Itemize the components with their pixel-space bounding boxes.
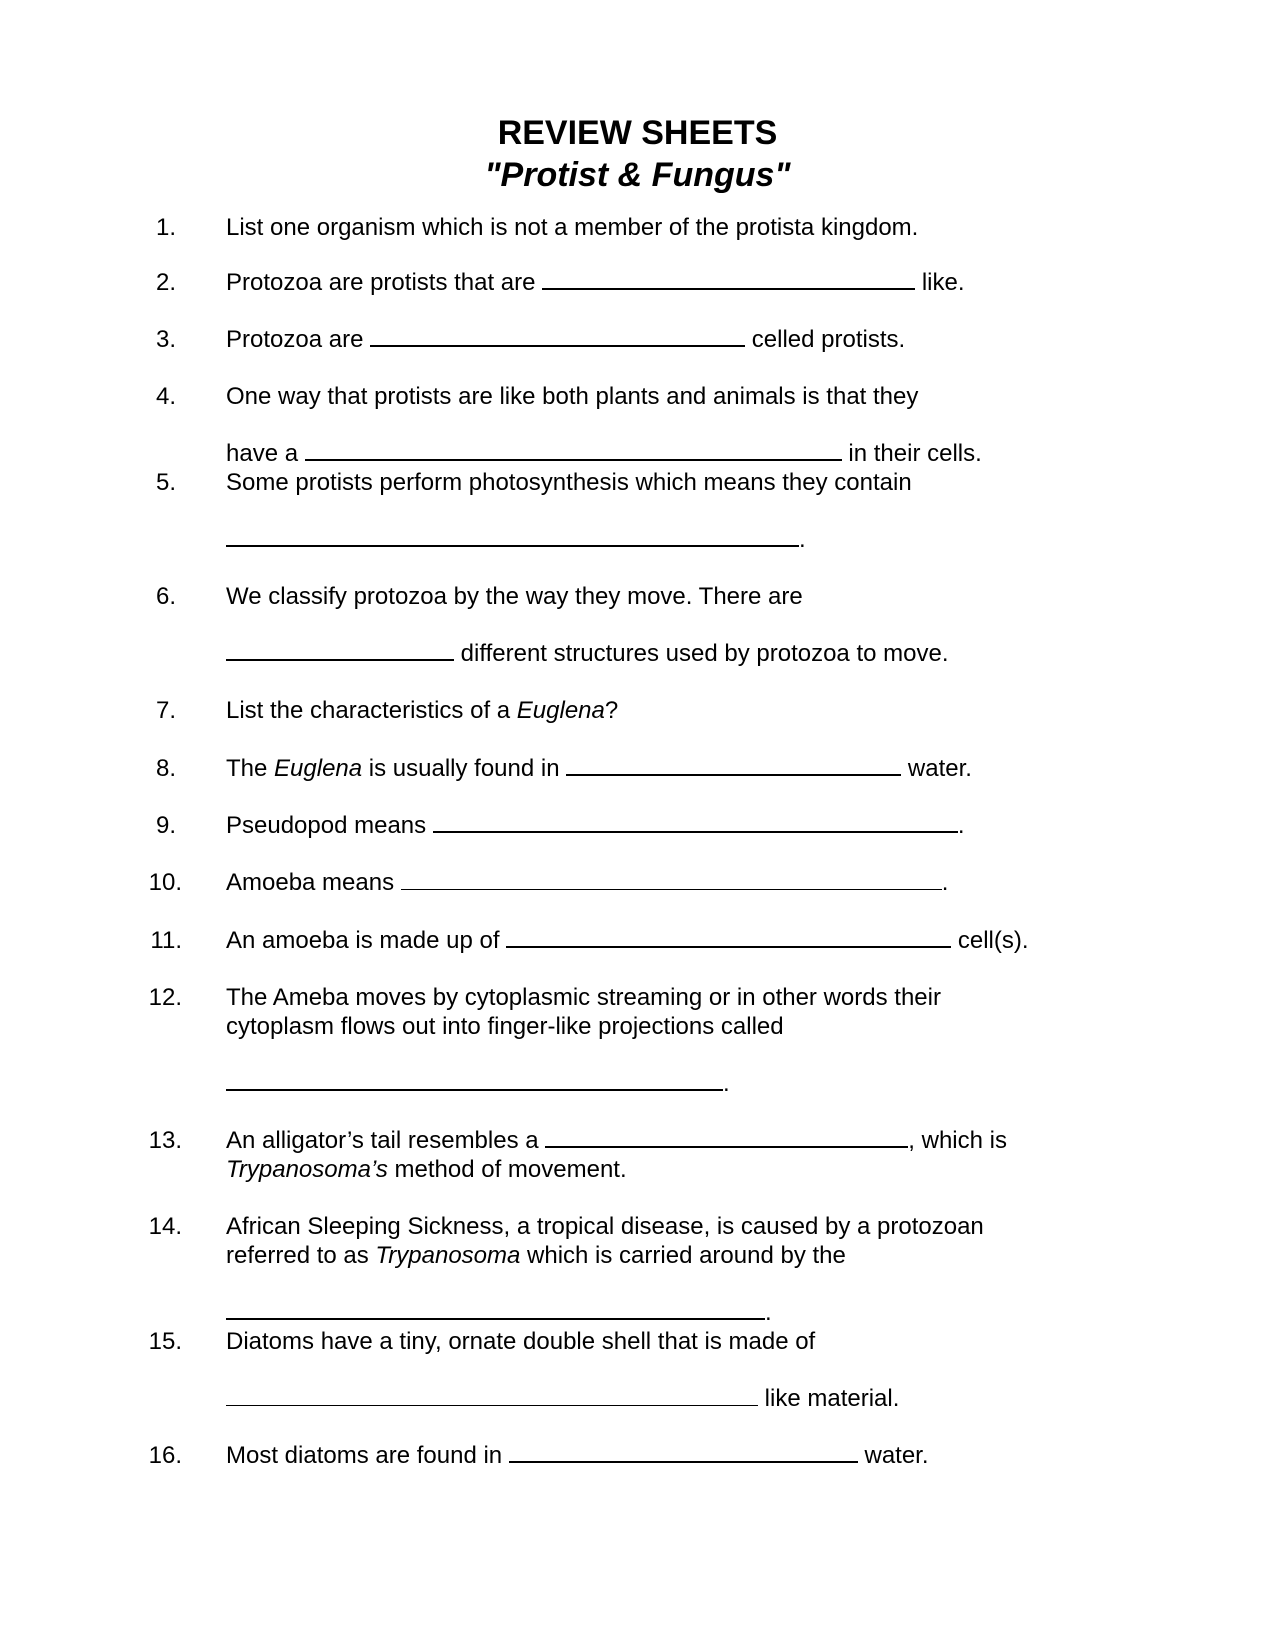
question-text: Protozoa are celled protists. — [226, 326, 906, 353]
question-text: Most diatoms are found in water. — [226, 1442, 929, 1469]
question-number: 13. — [148, 1127, 182, 1154]
question-text: Some protists perform photosynthesis which means they contain — [226, 469, 912, 496]
answer-blank[interactable] — [226, 641, 454, 661]
answer-blank[interactable] — [542, 270, 915, 290]
answer-blank[interactable] — [305, 441, 842, 461]
question-number: 15. — [148, 1328, 182, 1355]
answer-blank[interactable] — [226, 1300, 765, 1320]
answer-blank[interactable] — [506, 928, 951, 948]
answer-blank[interactable] — [226, 1071, 723, 1091]
answer-blank[interactable] — [509, 1443, 858, 1463]
answer-blank[interactable] — [370, 327, 745, 347]
question-text: An alligator’s tail resembles a , which is — [226, 1127, 1007, 1154]
question-text: An amoeba is made up of cell(s). — [226, 927, 1029, 954]
question-number: 12. — [148, 984, 182, 1011]
question-number: 3. — [155, 326, 176, 353]
question-number: 16. — [148, 1442, 182, 1469]
question-number: 9. — [155, 812, 176, 839]
answer-line: . — [226, 1299, 772, 1327]
answer-blank[interactable] — [226, 527, 799, 547]
answer-line: . — [226, 526, 806, 554]
answer-line: . — [226, 1070, 730, 1098]
question-text: We classify protozoa by the way they move. There are — [226, 583, 803, 610]
question-text: Protozoa are protists that are like. — [226, 269, 965, 296]
question-text: List one organism which is not a member of the protista kingdom. — [226, 214, 919, 241]
question-number: 1. — [155, 214, 176, 241]
question-text: Diatoms have a tiny, ornate double shell that is made of — [226, 1328, 816, 1355]
question-text: One way that protists are like both plants and animals is that they — [226, 383, 919, 410]
answer-blank[interactable] — [401, 871, 942, 890]
question-text: The Ameba moves by cytoplasmic streaming or in other words their — [226, 984, 941, 1011]
question-text: List the characteristics of a Euglena? — [226, 697, 619, 724]
answer-blank[interactable] — [566, 756, 901, 776]
question-number: 14. — [148, 1213, 182, 1240]
question-text: The Euglena is usually found in water. — [226, 755, 972, 782]
question-number: 11. — [150, 927, 182, 954]
question-number: 8. — [155, 755, 176, 782]
answer-blank[interactable] — [226, 1387, 758, 1406]
question-number: 7. — [155, 697, 176, 724]
question-text-continued: Trypanosoma’s method of movement. — [226, 1156, 627, 1183]
worksheet-title: REVIEW SHEETS — [497, 114, 778, 152]
question-number: 6. — [155, 583, 176, 610]
question-number: 10. — [148, 869, 182, 896]
question-text-continued: like material. — [226, 1385, 899, 1413]
question-text: African Sleeping Sickness, a tropical disease, is caused by a protozoan — [226, 1213, 984, 1240]
question-text-continued: have a in their cells. — [226, 440, 982, 467]
question-text: Pseudopod means . — [226, 812, 965, 839]
question-text: Amoeba means . — [226, 869, 949, 896]
worksheet-subtitle: "Protist & Fungus" — [484, 156, 791, 194]
answer-blank[interactable] — [545, 1128, 908, 1148]
question-number: 2. — [155, 269, 176, 296]
question-number: 5. — [155, 469, 176, 496]
question-text-continued: different structures used by protozoa to move. — [226, 640, 949, 668]
question-text-continued: cytoplasm flows out into finger-like projections called — [226, 1013, 784, 1040]
question-number: 4. — [155, 383, 176, 410]
question-text-continued: referred to as Trypanosoma which is carried around by the — [226, 1242, 846, 1269]
answer-blank[interactable] — [433, 813, 958, 833]
